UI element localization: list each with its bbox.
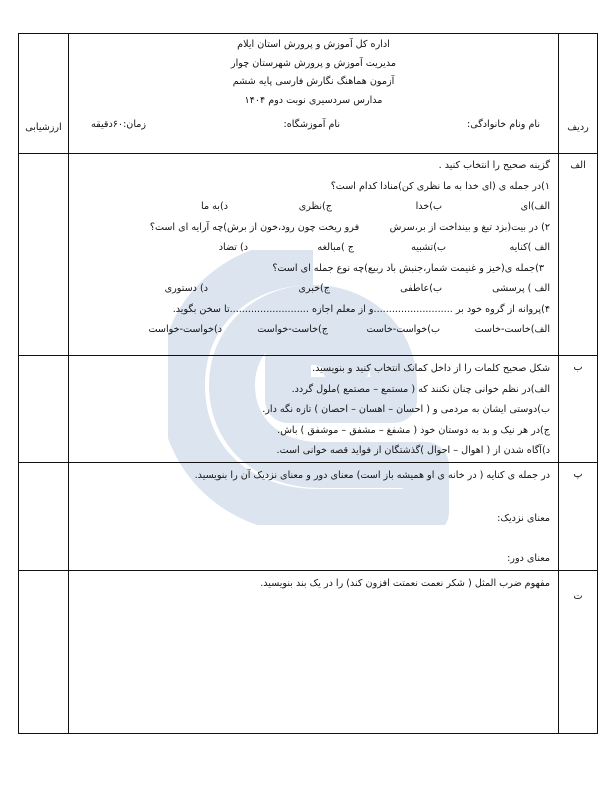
score-cell[interactable] — [19, 462, 69, 570]
question-text: ۴)پروانه از گروه خود بر ..........................و از معلم اجازه ..........................تا سخن بگوید. — [172, 303, 550, 315]
option-a[interactable]: الف)ای — [520, 201, 550, 212]
section-id: پ — [573, 468, 583, 480]
spelling-item: ب)دوستی ایشان به مردمی و ( احسان – اهسان – احصان ) تازه نگه دار. — [262, 404, 550, 416]
title-line-2: مدیریت آموزش و پرورش شهرستان چوار — [231, 57, 396, 69]
option-a[interactable]: الف ) پرسشی — [492, 283, 550, 294]
option-d[interactable]: د) تضاد — [218, 242, 248, 253]
section-row-pe — [19, 462, 598, 570]
section-instruction: گزینه صحیح را انتخاب کنید . — [438, 160, 550, 171]
option-c[interactable]: ج)خبری — [298, 283, 330, 294]
student-fields — [69, 119, 558, 133]
option-a[interactable]: الف)خاست-خاست — [474, 324, 550, 335]
section-content-cell — [69, 356, 559, 463]
student-name-field[interactable]: نام ونام خانوادگی: — [466, 119, 540, 130]
metaphor-block — [69, 463, 558, 570]
question-text: ۲) در بیت(بزد تیغ و بینداخت از بر،سرش فرو ریخت چون رود،خون از برش)چه آرایه ای است؟ — [149, 221, 550, 233]
option-c[interactable]: ج)خاست-خواست — [257, 324, 328, 335]
title-line-1: اداره کل آموزش و پرورش استان ایلام — [237, 39, 390, 50]
question-options — [77, 320, 550, 341]
question-options — [77, 279, 550, 300]
section-instruction: شکل صحیح کلمات را از داخل کمانک انتخاب کنید و بنویسید. — [312, 363, 550, 374]
score-cell[interactable] — [19, 154, 69, 356]
far-meaning-field[interactable]: معنای دور: — [507, 553, 550, 565]
exam-table — [18, 33, 598, 734]
section-id-cell — [559, 356, 598, 463]
proverb-block — [69, 571, 558, 595]
option-c[interactable]: ج )مبالغه — [317, 242, 354, 253]
option-b[interactable]: ب)خدا — [415, 201, 442, 212]
section-id-cell — [559, 462, 598, 570]
question-text: ۳)جمله ی(خیز و غنیمت شمار،جنبش باد ربیع)چه نوع جمله ای است؟ — [272, 262, 544, 274]
section-row-be — [19, 356, 598, 463]
title-line-4: مدارس سردسیری نوبت دوم ۱۴۰۴ — [244, 94, 383, 106]
option-d[interactable]: د)به ما — [201, 201, 228, 212]
section-id: الف — [570, 160, 586, 171]
score-label: ارزشیابی — [25, 122, 62, 133]
question-text: ۱)در جمله ی (ای خدا به ما نظری کن)منادا کدام است؟ — [330, 180, 550, 192]
option-b[interactable]: ب)تشبیه — [411, 242, 446, 253]
question-options — [77, 238, 550, 259]
section-row-te — [19, 570, 598, 733]
section-id-cell — [559, 154, 598, 356]
section-content-cell — [69, 154, 559, 356]
header-row — [19, 34, 598, 154]
spelling-item: ج)در هر نیک و بد به دوستان خود ( مشفغ – مشفق – موشفق ) باش. — [277, 424, 550, 436]
school-name-field[interactable]: نام آموزشگاه: — [283, 119, 340, 130]
option-d[interactable]: د) دستوری — [164, 283, 208, 294]
option-d[interactable]: د)خواست-خواست — [148, 324, 222, 335]
section-content-cell — [69, 462, 559, 570]
section-id-cell — [559, 570, 598, 733]
spelling-item: الف)در نظم خوانی چنان نکنند که ( مستمع – مصتمع )ملول گردد. — [291, 383, 550, 395]
score-cell[interactable] — [19, 356, 69, 463]
section-row-alef — [19, 154, 598, 356]
spelling-block — [69, 356, 558, 462]
spelling-item: د)آگاه شدن از ( اهوال – احوال )گذشتگان از فواید قصه خوانی است. — [276, 445, 550, 457]
question-options — [77, 197, 550, 218]
title-line-3: آزمون هماهنگ نگارش فارسی پایه ششم — [232, 76, 395, 87]
exam-time-label: زمان:۶۰دقیقه — [91, 119, 147, 130]
section-instruction: مفهوم ضرب المثل ( شکر نعمت نعمتت افزون کند) را در یک بند بنویسید. — [260, 577, 550, 589]
radif-header-cell — [559, 34, 598, 154]
section-id: ب — [573, 362, 583, 373]
score-header-cell — [19, 34, 69, 154]
score-cell[interactable] — [19, 570, 69, 733]
option-c[interactable]: ج)نظری — [298, 201, 332, 212]
near-meaning-field[interactable]: معنای نزدیک: — [497, 512, 550, 524]
section-id: ت — [573, 590, 583, 602]
section-instruction: در جمله ی کنایه ( در خانه ی او همیشه باز است) معنای دور و معنای نزدیک آن را بنویسید. — [194, 469, 550, 481]
multiple-choice-block — [69, 154, 558, 341]
exam-title-block — [69, 34, 558, 110]
option-a[interactable]: الف )کنایه — [509, 242, 550, 253]
option-b[interactable]: ب)عاطفی — [400, 283, 442, 294]
radif-label: ردیف — [567, 122, 589, 133]
header-info-cell — [69, 34, 559, 154]
section-content-cell[interactable] — [69, 570, 559, 733]
option-b[interactable]: ب)خواست-خاست — [366, 324, 440, 335]
